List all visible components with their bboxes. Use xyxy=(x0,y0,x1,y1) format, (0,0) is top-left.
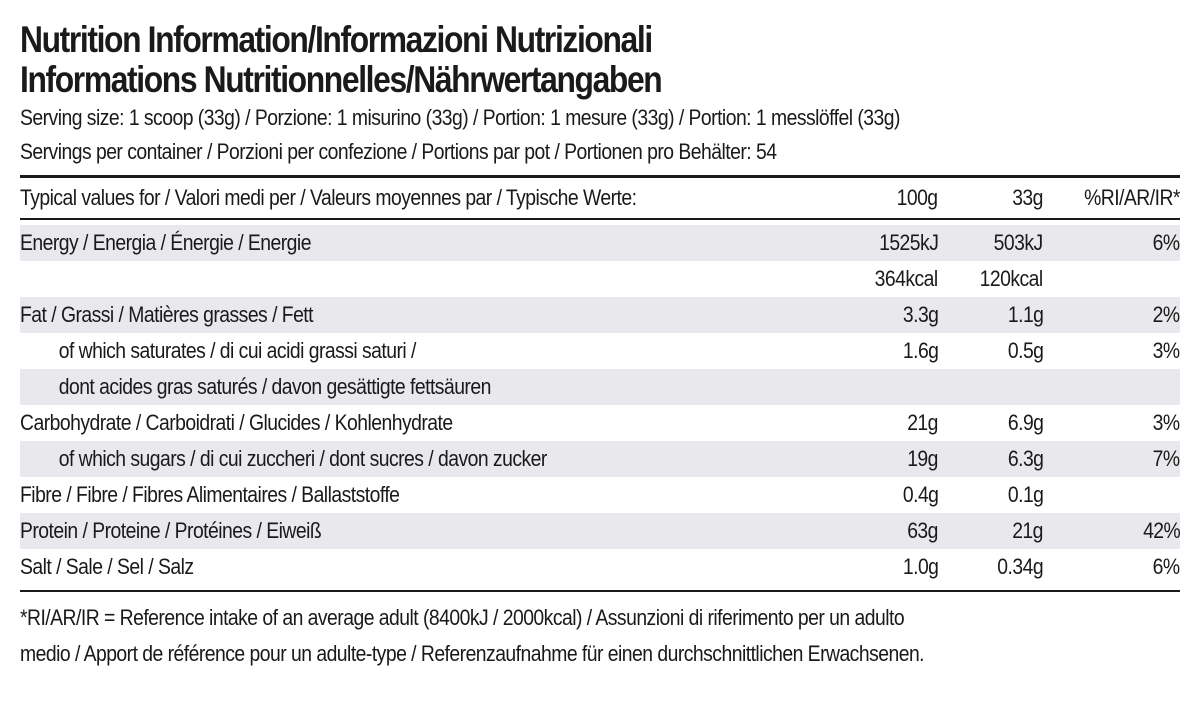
row-label: of which saturates / di cui acidi grassi saturi / xyxy=(58,338,416,363)
nutrition-values-table xyxy=(20,225,1180,585)
nutrition-panel xyxy=(20,20,1180,672)
header-label: Typical values for / Valori medi per / Valeurs moyennes par / Typische Werte: xyxy=(20,185,637,210)
row-label: of which sugars / di cui zuccheri / dont sucres / davon zucker xyxy=(20,441,750,477)
row-value-33g: 0.34g xyxy=(997,554,1043,579)
row-label: Protein / Proteine / Protéines / Eiweiß xyxy=(20,513,750,549)
nutrition-row xyxy=(20,225,1180,261)
nutrition-row xyxy=(20,261,1180,297)
servings-per-container: Servings per container / Porzioni per confezione / Portions par pot / Portionen pro Behälter: 54 xyxy=(20,139,777,164)
row-value-ri: 3% xyxy=(1153,410,1180,435)
title-line-1: Nutrition Information/Informazioni Nutrizionali xyxy=(20,19,652,60)
serving-size: Serving size: 1 scoop (33g) / Porzione: 1 misurino (33g) / Portion: 1 mesure (33g) / Portion: 1 messlöffel (33g) xyxy=(20,105,900,130)
nutrition-table xyxy=(20,178,1180,218)
row-value-ri xyxy=(1043,477,1180,513)
row-value-33g: 6.9g xyxy=(1007,410,1043,435)
row-value-33g: 6.3g xyxy=(938,441,1043,477)
row-value-ri: 42% xyxy=(1043,513,1180,549)
row-value-100g: 21g xyxy=(907,410,938,435)
row-label: Carbohydrate / Carboidrati / Glucides / Kohlenhydrate xyxy=(20,410,453,435)
row-value-33g: 1.1g xyxy=(938,297,1043,333)
row-value-ri: 6% xyxy=(1043,225,1180,261)
bottom-divider xyxy=(20,590,1180,592)
table-header-row xyxy=(20,178,1180,218)
row-value-100g: 1525kJ xyxy=(750,225,938,261)
row-value-33g: 503kJ xyxy=(938,225,1043,261)
row-value-33g: 0.1g xyxy=(1007,482,1043,507)
row-value-ri: 6% xyxy=(1153,554,1180,579)
row-value-100g: 0.4g xyxy=(902,482,938,507)
header-ri: %RI/AR/IR* xyxy=(1084,185,1180,210)
row-value-ri xyxy=(1043,369,1180,405)
nutrition-row xyxy=(20,549,1180,585)
nutrition-row xyxy=(20,333,1180,369)
row-label: Salt / Sale / Sel / Salz xyxy=(20,554,194,579)
row-value-33g: 120kcal xyxy=(979,266,1043,291)
row-label: dont acides gras saturés / davon gesättigte fettsäuren xyxy=(20,369,750,405)
row-value-33g xyxy=(938,369,1043,405)
footnote-line-2: medio / Apport de référence pour un adulte-type / Referenzaufnahme für einen durchschnittlichen Erwachsenen. xyxy=(20,641,925,666)
row-value-100g: 1.0g xyxy=(902,554,938,579)
title-line-2: Informations Nutritionnelles/Nährwertangaben xyxy=(20,59,662,100)
nutrition-row xyxy=(20,441,1180,477)
row-label: Energy / Energia / Énergie / Energie xyxy=(20,225,750,261)
nutrition-row xyxy=(20,369,1180,405)
row-value-33g: 21g xyxy=(938,513,1043,549)
row-value-ri xyxy=(1043,261,1180,297)
row-value-100g: 3.3g xyxy=(750,297,938,333)
nutrition-row xyxy=(20,405,1180,441)
row-label: Fibre / Fibre / Fibres Alimentaires / Ballaststoffe xyxy=(20,482,400,507)
row-value-100g xyxy=(750,369,938,405)
row-label: Fat / Grassi / Matières grasses / Fett xyxy=(20,297,750,333)
nutrition-row xyxy=(20,297,1180,333)
row-value-100g: 63g xyxy=(750,513,938,549)
row-value-ri: 3% xyxy=(1153,338,1180,363)
row-value-33g: 0.5g xyxy=(1007,338,1043,363)
nutrition-row xyxy=(20,513,1180,549)
header-33g: 33g xyxy=(1012,185,1043,210)
footnote-line-1: *RI/AR/IR = Reference intake of an average adult (8400kJ / 2000kcal) / Assunzioni di riferimento per un adulto xyxy=(20,605,905,630)
header-100g: 100g xyxy=(897,185,938,210)
nutrition-row xyxy=(20,477,1180,513)
row-value-100g: 364kcal xyxy=(874,266,938,291)
row-label xyxy=(20,261,750,297)
row-value-100g: 1.6g xyxy=(902,338,938,363)
row-value-ri: 2% xyxy=(1043,297,1180,333)
row-value-100g: 19g xyxy=(750,441,938,477)
row-value-ri: 7% xyxy=(1043,441,1180,477)
